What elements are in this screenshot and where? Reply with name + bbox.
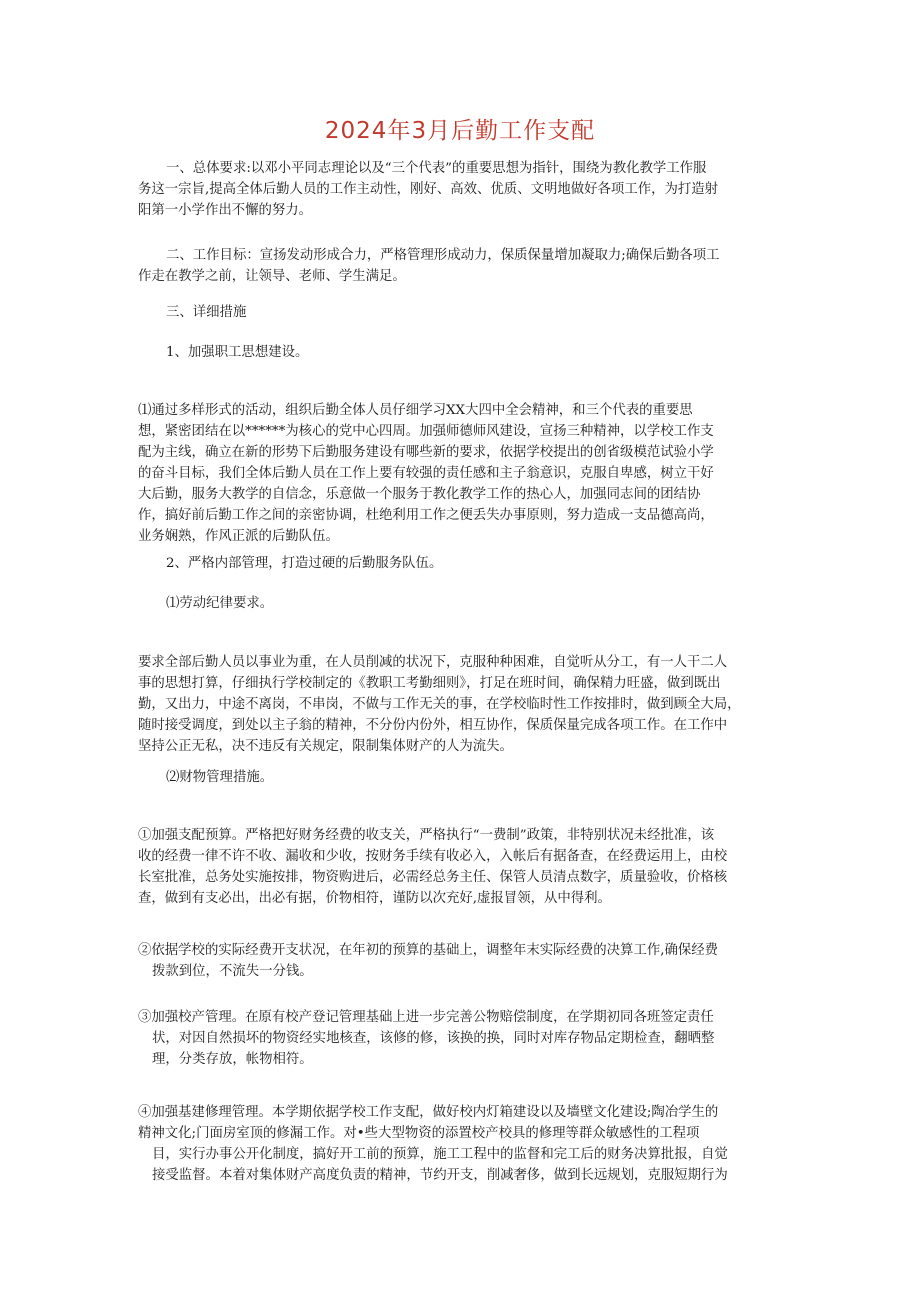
text-line: 务这一宗旨,提高全体后勤人员的工作主动性，刚好、高效、优质、文明地做好各项工作，为打造射 [138,182,719,197]
text-line: 接受监督。本着对集体财产高度负责的精神，节约开支，削减奢侈，做到长远规划，克服短期行为 [152,1168,728,1183]
text-line: 作走在教学之前，让领导、老师、学生满足。 [138,269,406,284]
text-line: ⑴通过多样形式的活动，组织后勤全体人员仔细学习XX大四中全会精神，和三个代表的重要思 [138,403,693,418]
heading-labor-discipline: ⑴劳动纪律要求。 [166,596,274,611]
text-line: 理，分类存放，帐物相符。 [152,1052,313,1067]
text-line: ①加强支配预算。严格把好财务经费的收支关，严格执行“一费制”政策，非特别状况未经批准，该 [138,828,715,843]
text-line: ②依据学校的实际经费开支状况，在年初的预算的基础上，调整年末实际经费的决算工作,确保经费 [138,943,719,958]
paragraph-final-accounts [138,940,783,982]
paragraph-budget [138,825,783,909]
paragraph-staff-ideology [138,400,783,547]
text-line: 配为主线，确立在新的形势下后勤服务建设有哪些新的要求，依据学校提出的创省级模范试验小学 [138,445,714,460]
text-line: 的奋斗目标，我们全体后勤人员在工作上要有较强的责任感和主子翁意识，克服自卑感，树立干好 [138,466,714,481]
text-line: 勤，又出力，中途不离岗，不串岗，不做与工作无关的事，在学校临时性工作按排时，做到顾全大局， [138,697,741,712]
heading-internal-management: 2、严格内部管理，打造过硬的后勤服务队伍。 [166,556,443,571]
text-line: 精神文化;门面房室顶的修漏工作。对•些大型物资的添置校产校具的修理等群众敏感性的工程项 [138,1126,700,1141]
text-line: 随时接受调度，到处以主子翁的精神，不分份内份外，相互协作，保质保量完成各项工作。在工作中 [138,718,728,733]
text-line: 大后勤，服务大教学的自信念，乐意做一个服务于教化教学工作的热心人，加强同志间的团结协 [138,487,701,502]
text-line: 收的经费一律不许不收、漏收和少收，按财务手续有收必入，入帐后有据备查，在经费运用上，由校 [138,849,728,864]
paragraph-school-property [138,1007,783,1070]
text-line: 作，搞好前后勤工作之间的亲密协调，杜绝利用工作之便丢失办事原则，努力造成一支品德高尚， [138,508,714,523]
text-line: ③加强校产管理。在原有校产登记管理基础上进一步完善公物赔偿制度，在学期初同各班签定责任 [138,1010,714,1025]
text-line: 业务娴熟，作风正派的后勤队伍。 [138,529,339,544]
text-line: 一、总体要求:以邓小平同志理论以及“三个代表”的重要思想为指针，围绕为教化教学工作服 [166,161,707,176]
text-line: 坚持公正无私，决不违反有关规定，限制集体财产的人为流失。 [138,739,513,754]
text-line: 事的思想打算，仔细执行学校制定的《教职工考勤细则》，打足在班时间，确保精力旺盛，做到既出 [138,676,721,691]
document-title: 2024年3月后勤工作支配 [324,118,596,144]
text-line: ④加强基建修理管理。本学期依据学校工作支配，做好校内灯箱建设以及墙壁文化建设;陶冶学生的 [138,1105,719,1120]
text-line: 目，实行办事公开化制度，搞好开工前的预算，施工工程中的监督和完工后的财务决算批报，自觉 [152,1147,728,1162]
text-line: 查，做到有支必出，出必有据，价物相符，谨防以次充好,虚报冒领，从中得利。 [138,891,611,906]
heading-staff-ideology: 1、加强职工思想建设。 [166,345,309,360]
text-line: 二、工作目标：宣扬发动形成合力，严格管理形成动力，保质保量增加凝取力;确保后勤各项工 [166,248,720,263]
paragraph-construction-repair [138,1102,783,1186]
heading-detailed-measures: 三、详细措施 [166,305,247,320]
paragraph-work-goals [138,245,783,287]
text-line: 状，对因自然损坏的物资经实地核查，该修的修，该换的换，同时对库存物品定期检查，翻晒整 [152,1031,715,1046]
text-line: 阳第一小学作出不懈的努力。 [138,203,313,218]
paragraph-general-requirements [138,158,783,221]
text-line: 想，紧密团结在以******为核心的党中心四周。加强师德师风建设，宣扬三种精神，以学校工作支 [138,424,714,439]
text-line: 长室批准，总务处实施按排，物资购进后，必需经总务主任、保管人员清点数字，质量验收，价格核 [138,870,728,885]
text-line: 拨款到位，不流失一分钱。 [152,964,313,979]
heading-property-management: ⑵财物管理措施。 [166,770,274,785]
paragraph-labor-discipline [138,652,783,757]
text-line: 要求全部后勤人员以事业为重，在人员削减的状况下，克服种种困难，自觉听从分工，有一人干二人 [138,655,728,670]
